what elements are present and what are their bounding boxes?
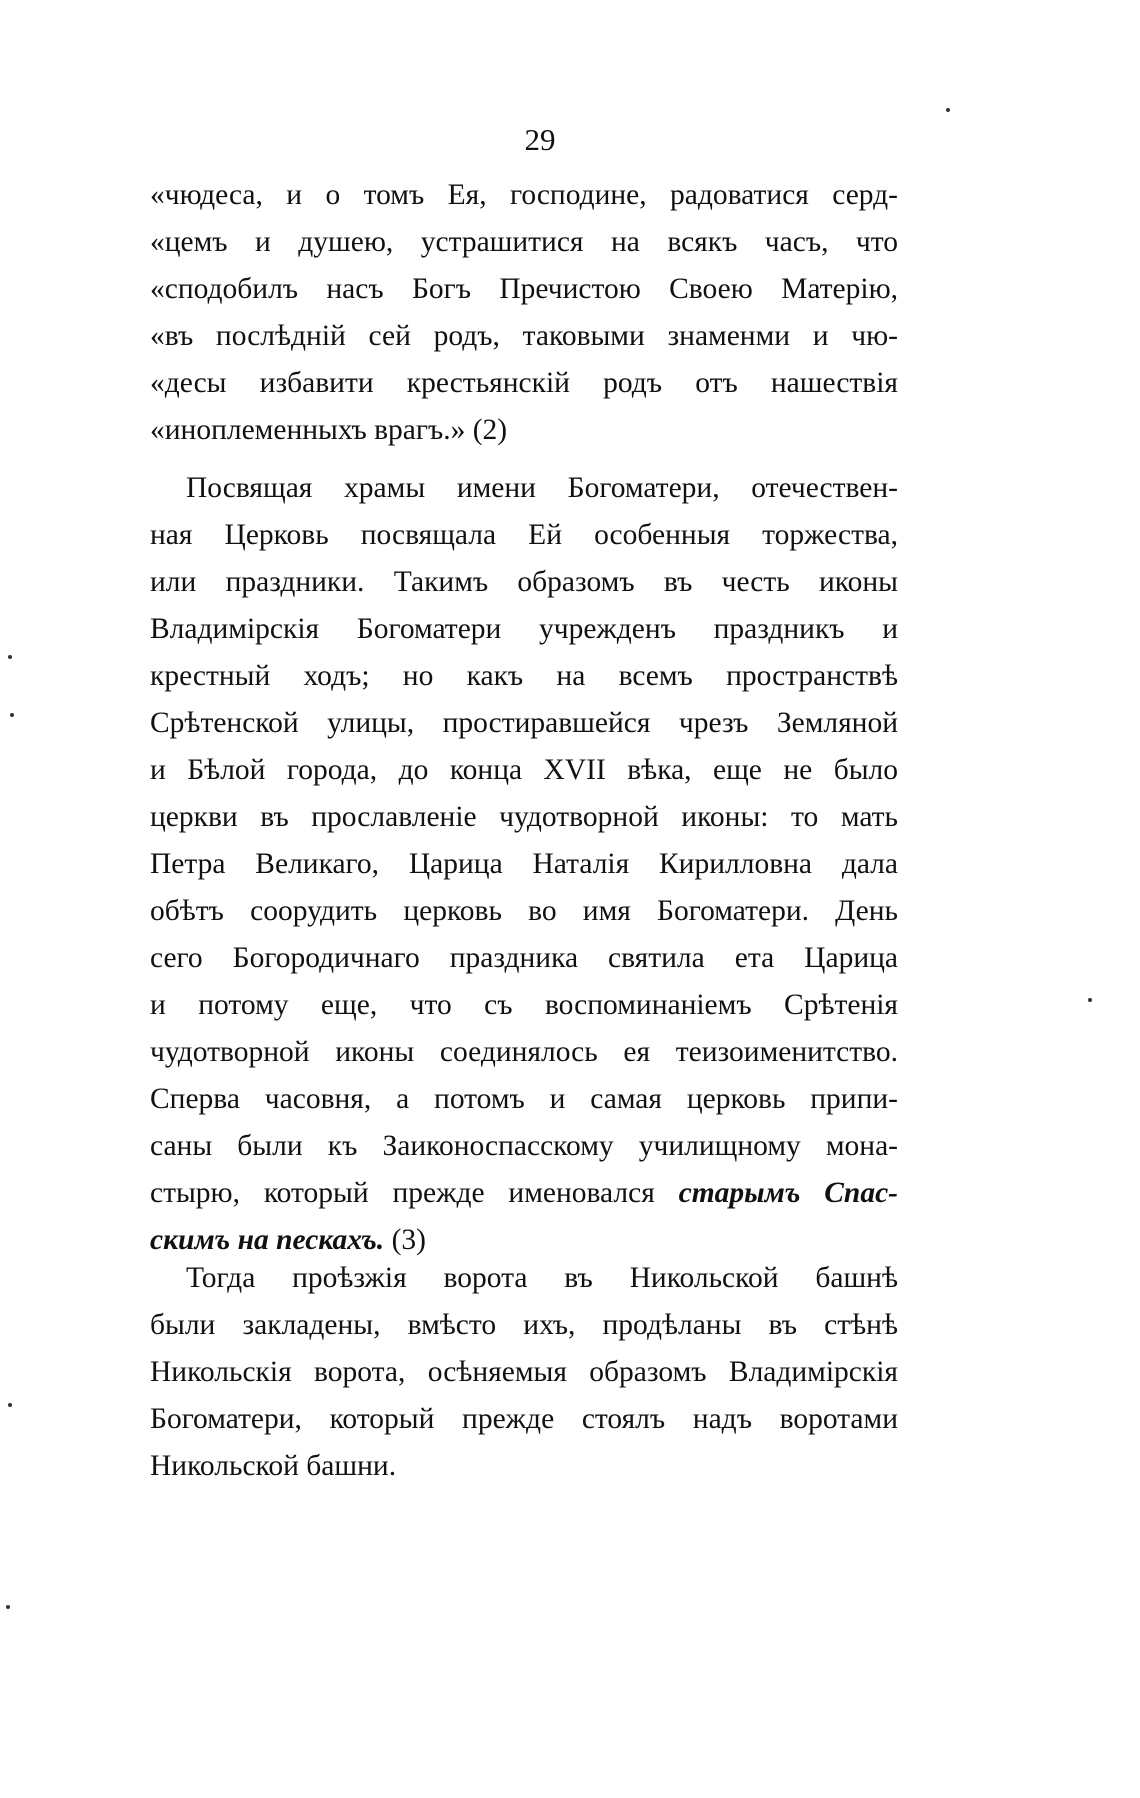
text-line: «цемъ и душею, устрашитися на всякъ часъ, что — [150, 226, 898, 258]
scan-speck — [10, 713, 14, 717]
scan-speck — [946, 108, 950, 112]
text-line: «сподобилъ насъ Богъ Пречистою Своею Матерію, — [150, 273, 898, 305]
text-line: «въ послѣдній сей родъ, таковыми знаменми и чю- — [150, 320, 898, 352]
italic-text: старымъ Спас- — [678, 1177, 898, 1209]
text-line: «чюдеса, и о томъ Ея, господине, радоватися серд- — [150, 179, 898, 211]
text-line: были закладены, вмѣсто ихъ, продѣланы въ стѣнѣ — [150, 1309, 898, 1341]
scan-speck — [8, 1403, 12, 1407]
text-line: или праздники. Такимъ образомъ въ честь иконы — [150, 566, 898, 598]
text-line: Срѣтенской улицы, простиравшейся чрезъ Земляной — [150, 707, 898, 739]
text-line: Сперва часовня, а потомъ и самая церковь припи- — [150, 1083, 898, 1115]
text-line: Богоматери, который прежде стоялъ надъ воротами — [150, 1403, 898, 1435]
text-line: Владимірскія Богоматери учрежденъ праздникъ и — [150, 613, 898, 645]
text-line: и потому еще, что съ воспоминаніемъ Срѣтенія — [150, 989, 898, 1021]
scan-speck — [6, 1605, 10, 1609]
footnote-ref: (3) — [384, 1224, 426, 1256]
text-line: крестный ходъ; но какъ на всемъ пространствѣ — [150, 660, 898, 692]
text-line: «иноплеменныхъ врагъ.» (2) — [150, 414, 508, 446]
text-line: Никольскія ворота, осѣняемыя образомъ Владимірскія — [150, 1356, 898, 1388]
text-line: Посвящая храмы имени Богоматери, отечествен- — [186, 472, 898, 504]
page-number: 29 — [524, 122, 556, 157]
text-line: чудотворной иконы соединялось ея теизоименитство. — [150, 1036, 898, 1068]
text-line: церкви въ прославленіе чудотворной иконы: то мать — [150, 801, 898, 833]
paragraph-quote — [150, 172, 898, 454]
text-line: сего Богородичнаго праздника святила ета Царица — [150, 942, 898, 974]
scan-speck — [8, 655, 12, 659]
paragraph-gates — [150, 1255, 898, 1490]
text-line: Петра Великаго, Царица Наталія Кирилловна дала — [150, 848, 898, 880]
text-line: саны были къ Заиконоспасскому училищному мона- — [150, 1130, 898, 1162]
text-line: Тогда проѣзжія ворота въ Никольской башнѣ — [186, 1262, 898, 1294]
text-line: ная Церковь посвящала Ей особенныя торжества, — [150, 519, 898, 551]
text-line: «десы избавити крестьянскій родъ отъ нашествія — [150, 367, 898, 399]
text-line: и Бѣлой города, до конца XVII вѣка, еще не было — [150, 754, 898, 786]
text-line: Никольской башни. — [150, 1450, 397, 1482]
paragraph-main — [150, 465, 898, 1264]
text-line: обѣтъ соорудить церковь во имя Богоматери. День — [150, 895, 898, 927]
text-segment: стырю, который прежде именовался — [150, 1177, 655, 1209]
text-line — [150, 1170, 898, 1217]
scan-speck — [1088, 998, 1092, 1002]
italic-text: скимъ на пескахъ. — [150, 1224, 385, 1256]
